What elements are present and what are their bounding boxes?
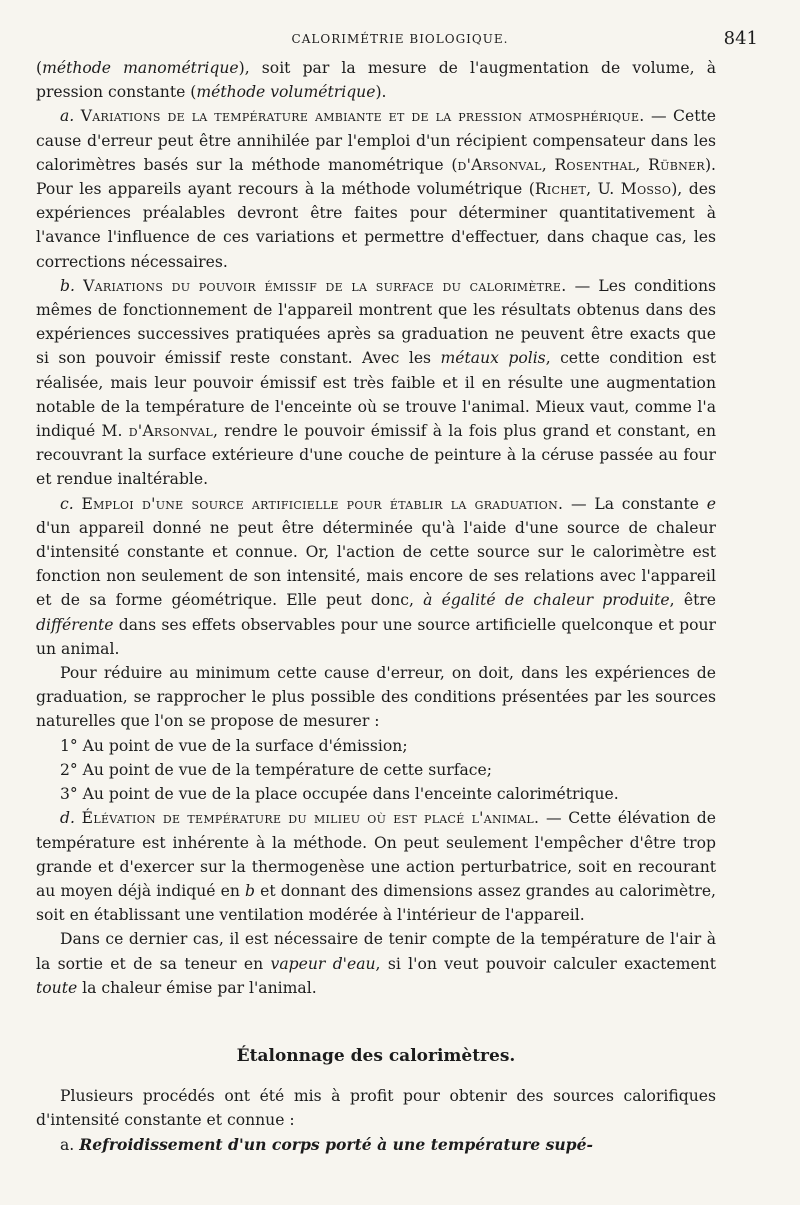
section-c-paragraph: c. Emploi d'une source artificielle pour établir la graduation. — La constante e d'un appareil donné ne peut être déterminée qu'à l'aide d'une source de chaleur d'intensité constante et connue. Or, l'action de cette source sur le calorimètre est fonction non seulement de son intensité, mais encore de ses relations avec l'appareil et de sa forme géométrique. Elle peut donc, à égalité de chaleur produite, être différente dans ses effets observables pour une source artificielle quelconque et pour un animal. bbox=[36, 494, 717, 658]
section-a-paragraph: a. Variations de la température ambiante et de la pression atmosphérique. — Cette cause d'erreur peut être annihilée par l'emploi d'un récipient compensateur dans les calorimètres basés sur la méthode manométrique (d'Arsonval, Rosenthal, Rübner). Pour les appareils ayant recours à la méthode volumétrique (Richet, U. Mosso), des expériences préalables devront être faites pour déterminer quantitativement à l'avance l'influence de ces variations et permettre d'effectuer, dans chaque cas, les corrections nécessaires. bbox=[36, 107, 716, 271]
page-header bbox=[36, 28, 764, 50]
section-d-paragraph-2: Dans ce dernier cas, il est nécessaire de tenir compte de la température de l'air à la sortie et de sa teneur en vapeur d'eau, si l'on veut pouvoir calculer exactement toute la chaleur émise par l'animal. bbox=[36, 930, 716, 997]
section-c-label: c. bbox=[60, 494, 74, 513]
section-heading: Étalonnage des calorimètres. bbox=[236, 1045, 516, 1066]
running-title: CALORIMÉTRIE BIOLOGIQUE. bbox=[291, 32, 509, 46]
page-body bbox=[36, 56, 716, 1157]
section-a-label: a. bbox=[60, 107, 75, 126]
final-item-title: Refroidissement d'un corps porté à une température supé- bbox=[79, 1134, 593, 1154]
list-item: 3° Au point de vue de la place occupée dans l'enceinte calorimétrique. bbox=[60, 785, 619, 804]
section-c-title: Emploi d'une source artificielle pour établir la graduation. bbox=[81, 494, 564, 513]
final-item-label: a. bbox=[60, 1135, 75, 1154]
section-d-paragraph: d. Élévation de température du milieu où est placé l'animal. — Cette élévation de température est inhérente à la méthode. On peut seulement l'empêcher d'être trop grande et d'exercer sur la thermogenèse une action perturbatrice, soit en recourant au moyen déjà indiqué en b et donnant des dimensions assez grandes au calorimètre, soit en établissant une ventilation modérée à l'intérieur de l'appareil. bbox=[36, 809, 717, 925]
section-b-paragraph: b. Variations du pouvoir émissif de la surface du calorimètre. — Les conditions mêmes de fonctionnement de l'appareil montrent que les résultats obtenus dans des expériences successives pratiquées après sa graduation ne peuvent être exacts que si son pouvoir émissif reste constant. Avec les métaux polis, cette condition est réalisée, mais leur pouvoir émissif est très faible et il en résulte une augmentation notable de la température de l'enceinte où se trouve l'animal. Mieux vaut, comme l'a indiqué M. d'Arsonval, rendre le pouvoir émissif à la fois plus grand et constant, en recouvrant la surface extérieure d'une couche de peinture à la céruse passée au four et rendue inaltérable. bbox=[36, 276, 716, 489]
intro-paragraph: (méthode manométrique), soit par la mesure de l'augmentation de volume, à pression constante (méthode volumétrique). bbox=[36, 59, 716, 102]
list-item: 2° Au point de vue de la température de cette surface; bbox=[60, 760, 492, 779]
section-b-label: b. bbox=[60, 276, 75, 295]
section-d-title: Élévation de température du milieu où est placé l'animal. bbox=[81, 809, 540, 828]
page-number: 841 bbox=[723, 28, 758, 49]
section-c-paragraph-2: Pour réduire au minimum cette cause d'erreur, on doit, dans les expériences de graduation, se rapprocher le plus possible des conditions présentées par les sources naturelles que l'on se propose de mesurer : bbox=[36, 664, 716, 731]
final-item bbox=[36, 1133, 716, 1157]
final-paragraph: Plusieurs procédés ont été mis à profit pour obtenir des sources calorifiques d'intensité constante et connue : bbox=[36, 1087, 716, 1130]
section-a-title: Variations de la température ambiante et de la pression atmosphérique. bbox=[80, 107, 645, 126]
list-item: 1° Au point de vue de la surface d'émission; bbox=[60, 736, 408, 755]
section-d-label: d. bbox=[60, 809, 75, 828]
section-b-title: Variations du pouvoir émissif de la surface du calorimètre. bbox=[83, 276, 567, 295]
